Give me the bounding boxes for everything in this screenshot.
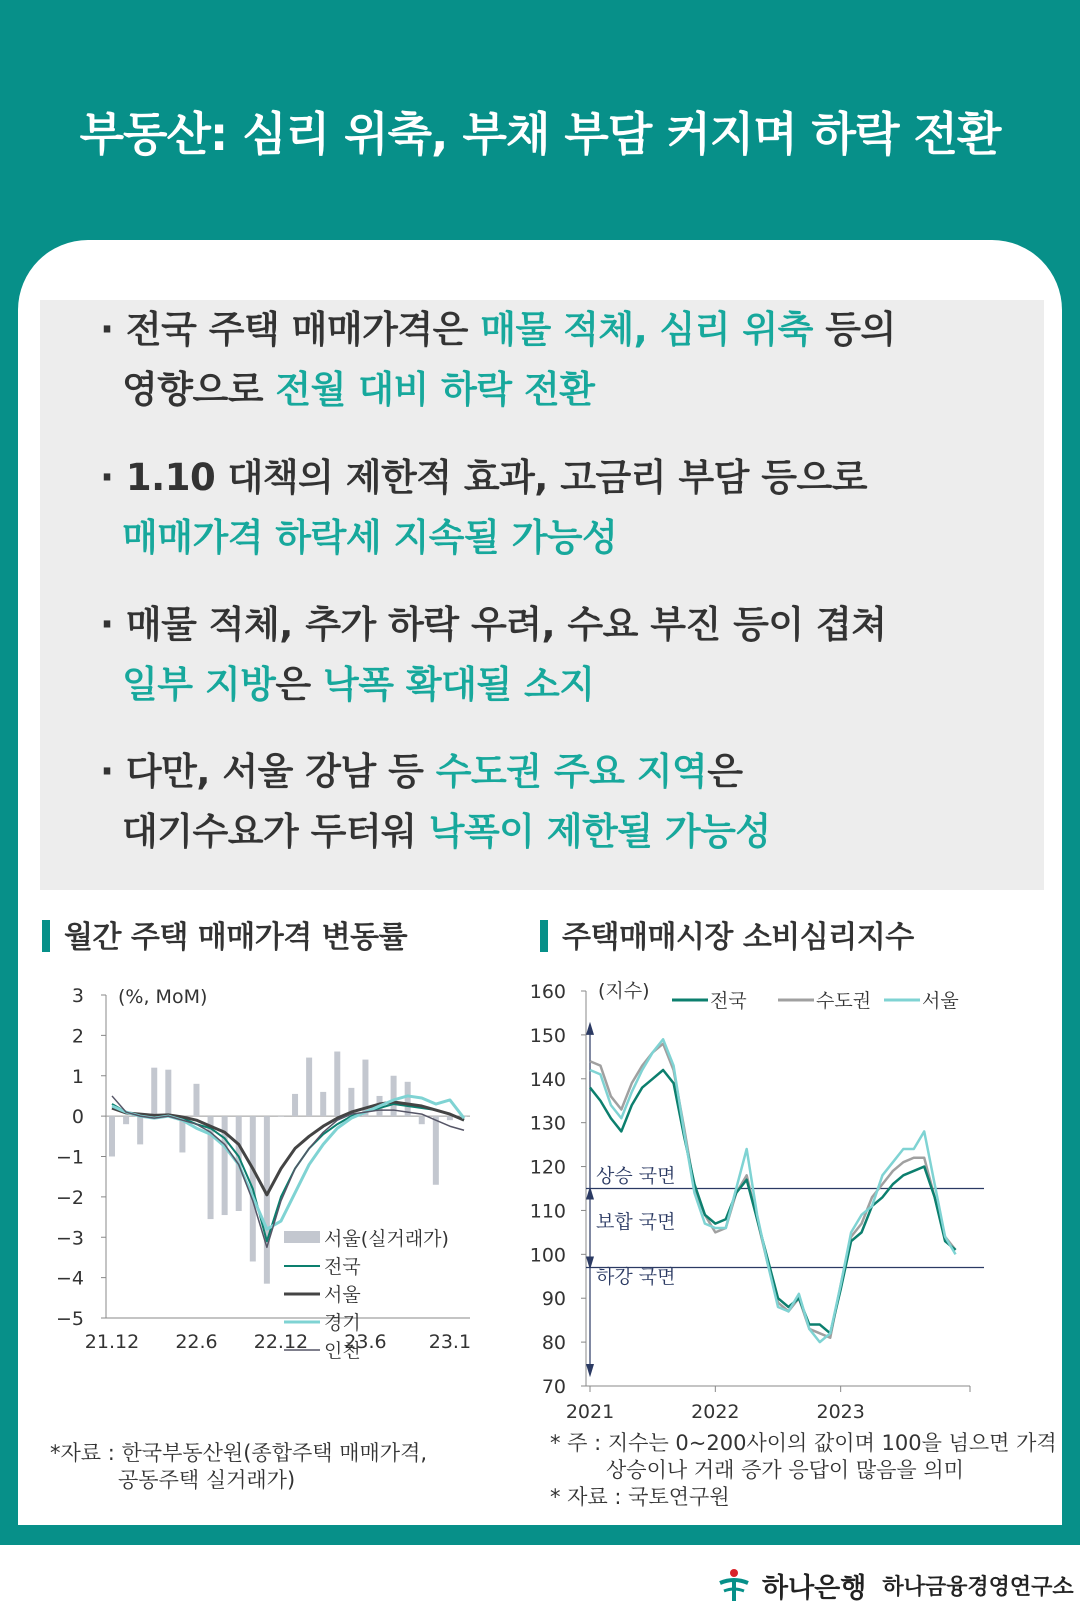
highlight-text: 매매가격 하락세 지속될 가능성 [122, 516, 618, 559]
x-tick-label: 21.12 [84, 1331, 140, 1353]
x-tick-label: 22.12 [253, 1331, 309, 1353]
y-tick-label: −2 [55, 1186, 84, 1209]
bar-seoul-realprice [123, 1116, 129, 1124]
bar-seoul-realprice [109, 1116, 115, 1156]
y-tick-label: 1 [71, 1065, 84, 1088]
y-tick-label: 120 [529, 1156, 566, 1179]
unit-label: (지수) [598, 980, 650, 1002]
left-chart-title: 월간 주택 매매가격 변동률 [42, 912, 407, 956]
y-tick-label: −3 [55, 1227, 84, 1250]
x-tick-label: 22.6 [175, 1331, 218, 1353]
highlight-text: 일부 지방 [122, 663, 276, 706]
bullet-text: · 전국 주택 매매가격은 [100, 308, 481, 351]
x-tick-label: 2022 [691, 1401, 740, 1423]
bar-seoul-realprice [137, 1116, 143, 1144]
bullet-line [122, 360, 594, 420]
left-chart [0, 960, 520, 1400]
bullet-text: 등의 [812, 308, 896, 351]
legend-label: 전국 [710, 990, 747, 1012]
line-전국 [590, 1070, 956, 1333]
legend-label: 서울(실거래가) [324, 1228, 449, 1250]
right-chart [520, 960, 1080, 1430]
unit-label: (%, MoM) [118, 986, 208, 1008]
bullet-line [100, 300, 896, 360]
x-tick-label: 2023 [816, 1401, 865, 1423]
arrow-down-icon [586, 1364, 594, 1377]
bar-seoul-realprice [151, 1068, 157, 1116]
highlight-text: 매물 적체, 심리 위축 [480, 308, 813, 351]
bar-seoul-realprice [165, 1070, 171, 1116]
line-전국 [112, 1104, 464, 1241]
bullet-text: · 매물 적체, 추가 하락 우려, 수요 부진 등이 겹쳐 [100, 603, 887, 646]
bullet-text: 영향으로 [122, 368, 276, 411]
bullet-line [122, 655, 594, 715]
y-tick-label: 150 [529, 1024, 566, 1047]
y-tick-label: 0 [71, 1106, 84, 1129]
bullet-text: · 다만, 서울 강남 등 [100, 750, 436, 793]
y-tick-label: 80 [541, 1332, 566, 1355]
legend-swatch [284, 1231, 320, 1243]
y-tick-label: 160 [529, 981, 566, 1003]
bar-seoul-realprice [447, 1116, 453, 1120]
bullet-text: · 1.10 대책의 제한적 효과, 고금리 부담 등으로 [100, 456, 867, 499]
hana-logo-icon [716, 1567, 752, 1603]
phase-label: 하강 국면 [596, 1265, 676, 1288]
bank-name: 하나은행 [762, 1572, 867, 1604]
page-title: 부동산: 심리 위축, 부채 부담 커지며 하락 전환 [79, 107, 1001, 161]
x-tick-label: 23.6 [344, 1331, 387, 1353]
y-tick-label: 100 [529, 1244, 566, 1267]
y-tick-label: −4 [55, 1267, 84, 1290]
legend-label: 전국 [324, 1256, 361, 1278]
footer-logo [716, 1563, 1074, 1607]
arrow-up-icon [586, 1022, 594, 1035]
legend-label: 수도권 [816, 990, 872, 1012]
y-tick-label: −1 [55, 1146, 84, 1169]
x-tick-label: 23.1 [428, 1331, 472, 1353]
highlight-text: 낙폭이 제한될 가능성 [428, 810, 771, 853]
bar-seoul-realprice [419, 1116, 425, 1124]
bullet-text: 은 [707, 750, 743, 793]
bullet-line [122, 802, 771, 862]
bar-seoul-realprice [278, 1116, 284, 1117]
left-source-note: *자료 : 한국부동산원(종합주택 매매가격, 공동주택 실거래가) [50, 1441, 428, 1492]
phase-label: 보합 국면 [596, 1211, 676, 1233]
right-chart-title: 주택매매시장 소비심리지수 [540, 912, 914, 956]
y-tick-label: 130 [529, 1112, 566, 1135]
highlight-text: 전월 대비 하락 전환 [275, 368, 595, 411]
bar-seoul-realprice [433, 1116, 439, 1185]
y-tick-label: 2 [71, 1025, 84, 1048]
highlight-text: 낙폭 확대될 소지 [322, 663, 595, 706]
line-인천 [112, 1096, 464, 1247]
legend-label: 서울 [324, 1284, 361, 1306]
y-tick-label: 70 [541, 1376, 566, 1398]
legend-label: 인천 [324, 1340, 361, 1362]
y-tick-label: 140 [529, 1068, 566, 1091]
bullet-line [100, 742, 742, 802]
legend-label: 경기 [324, 1312, 361, 1334]
bar-seoul-realprice [405, 1082, 411, 1116]
y-tick-label: 110 [529, 1200, 566, 1223]
phase-label: 상승 국면 [596, 1164, 676, 1187]
line-수도권 [590, 1044, 956, 1338]
bar-seoul-realprice [320, 1092, 326, 1116]
bullet-text: 대기수요가 두터워 [122, 810, 429, 853]
legend-label: 서울 [922, 990, 959, 1012]
summary-box [40, 300, 1044, 890]
bar-seoul-realprice [193, 1084, 199, 1116]
y-tick-label: −5 [55, 1308, 84, 1330]
bar-seoul-realprice [292, 1094, 298, 1116]
bullet-line [122, 508, 617, 568]
y-tick-label: 90 [541, 1288, 566, 1311]
bullet-line [100, 595, 886, 655]
bullet-text: 은 [275, 663, 323, 706]
bar-seoul-realprice [306, 1058, 312, 1117]
institute-name: 하나금융경영연구소 [882, 1574, 1074, 1600]
x-tick-label: 2021 [565, 1401, 615, 1423]
bar-seoul-realprice [334, 1052, 340, 1117]
y-tick-label: 3 [71, 985, 84, 1007]
highlight-text: 수도권 주요 지역 [435, 750, 708, 793]
right-source-note: * 주 : 지수는 0~200사이의 값이며 100을 넘으면 가격 상승이나 거래 증가 응답이 많음을 의미 * 자료 : 국토연구원 [550, 1431, 1057, 1509]
bar-seoul-realprice [264, 1116, 270, 1284]
bullet-line [100, 448, 867, 508]
